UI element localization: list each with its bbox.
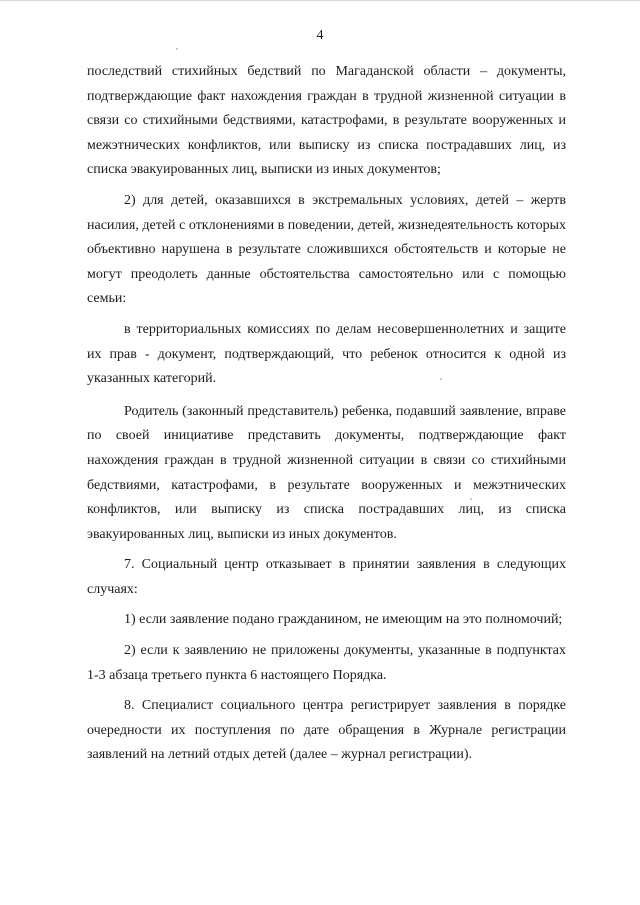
paragraph-item-2-extreme-conditions: 2) для детей, оказавшихся в экстремальных условиях, детей – жертв насилия, детей с отклонениями в поведении, детей, жизнедеятельность которых объективно нарушена в результате сложившихся обстоятельств и которые не могут преодолеть данные обстоятельства самостоятельно или с помощью семьи: bbox=[87, 192, 566, 307]
scan-top-edge bbox=[0, 0, 640, 1]
paragraph-refusal-case-1: 1) если заявление подано гражданином, не имеющим на это полномочий; bbox=[124, 612, 563, 628]
paragraph-continuation-disaster-documents: последствий стихийных бедствий по Магаданской области – документы, подтверждающие факт нахождения граждан в трудной жизненной ситуации в связи со стихийными бедствиями, катастрофами, в результате вооруженных и межэтнических конфликтов, или выписку из списка пострадавших лиц, из списка эвакуированных лиц, выписки из иных документов; bbox=[87, 64, 566, 178]
paragraph-parent-right-documents: Родитель (законный представитель) ребенка, подавший заявление, вправе по своей инициативе представить документы, подтверждающие факт нахождения граждан в трудной жизненной ситуации в связи со стихийными бедствиями, катастрофами, в результате вооруженных и межэтнических конфликтов, или выписку из списка пострадавших лиц, из списка эвакуированных лиц, выписки из иных документов. bbox=[87, 403, 566, 542]
paragraph-refusal-case-2: 2) если к заявлению не приложены документы, указанные в подпунктах 1-3 абзаца третьего пункта 6 настоящего Порядка. bbox=[87, 643, 566, 683]
scan-speck bbox=[440, 378, 442, 380]
scan-speck bbox=[176, 48, 178, 50]
document-body bbox=[87, 60, 566, 768]
paragraph-section-7-refusal: 7. Социальный центр отказывает в принятии заявления в следующих случаях: bbox=[87, 557, 566, 597]
paragraph-section-8-registration: 8. Специалист социального центра регистрирует заявления в порядке очередности их поступления по дате обращения в Журнале регистрации заявлений на летний отдых детей (далее – журнал регистрации). bbox=[87, 698, 566, 763]
paragraph-juvenile-commissions: в территориальных комиссиях по делам несовершеннолетних и защите их прав - документ, подтверждающий, что ребенок относится к одной из указанных категорий. bbox=[87, 321, 566, 387]
page-number: 4 bbox=[316, 28, 324, 43]
scan-speck bbox=[470, 498, 472, 500]
